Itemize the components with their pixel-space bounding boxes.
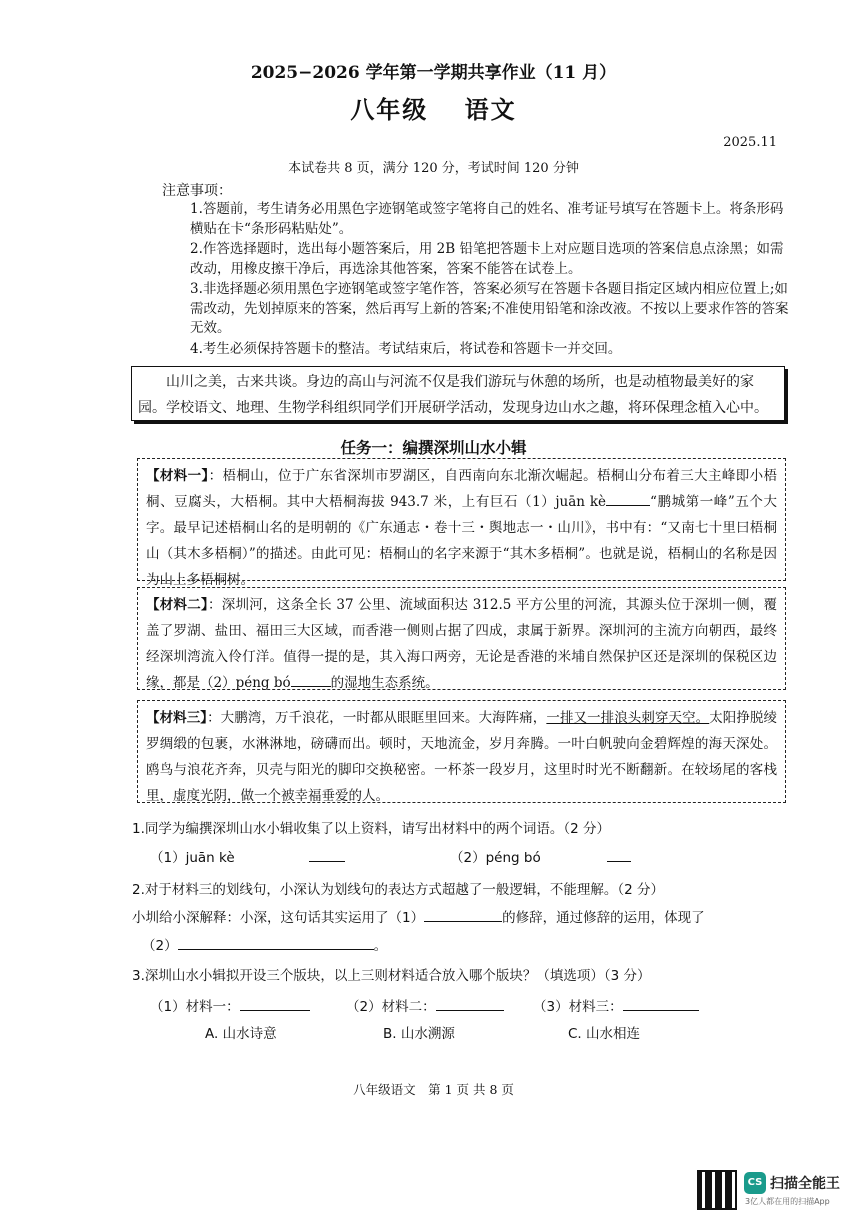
blank-label: （1）材料一： [150,999,240,1015]
answer-blank[interactable] [309,861,345,862]
question-1: 1.同学为编撰深圳山水小辑收集了以上资料，请写出材料中的两个词语。（2 分） [132,821,611,837]
blank-label: （2） [142,938,178,954]
blank-end: 。 [373,938,388,954]
material-label: 【材料二】 [146,597,209,613]
answer-blank[interactable] [623,1010,699,1011]
question-3-blank-2 [346,995,504,1015]
question-2: 2.对于材料三的划线句，小深认为划线句的表达方式超越了一般逻辑，不能理解。（2 分） [132,882,665,898]
notice-heading: 注意事项： [162,183,232,199]
question-1-blank-2 [450,846,631,866]
answer-blank[interactable] [240,1010,310,1011]
intro-box: 山川之美，古来共谈。身边的高山与河流不仅是我们游玩与休憩的场所，也是动植物最美好的家园。学校语文、地理、生物学科组织同学们开展研学活动，发现身边山水之趣，将环保理念植入心中。 [131,366,785,421]
notice-item: 3.非选择题必须用黑色字迹钢笔或签字笔作答，答案必须写在答题卡各题目指定区域内相应位置上;如需改动，先划掉原来的答案，然后再写上新的答案;不准使用铅笔和涂改液。不按以上要求作答的答案无效。 [190,281,789,336]
page-footer: 八年级语文 第 1 页 共 8 页 [353,1082,514,1097]
question-3: 3.深圳山水小辑拟开设三个版块，以上三则材料适合放入哪个版块？（填选项）（3 分） [132,968,651,984]
answer-blank[interactable] [606,505,650,506]
material-text: ：梧桐山，位于广东省深圳市罗湖区，自西南向东北渐次崛起。梧桐山分布着三大主峰即小梧桐、豆腐头，大梧桐。其中大梧桐海拔 943.7 米，上有巨石（1）juān kè [146,468,778,510]
material-text: ：大鹏湾，万千浪花，一时都从眼眶里回来。大海阵痛， [207,710,547,726]
option-b: B. 山水溯源 [383,1026,455,1042]
underlined-sentence: 一排又一排浪头刺穿天空。 [546,710,710,726]
material-3 [137,700,786,803]
blank-label: （2）材料二： [346,999,436,1015]
blank-label: （3）材料三： [533,999,623,1015]
question-3-blank-1 [150,995,310,1015]
camscanner-logo-icon: CS [744,1172,766,1194]
explain-text: 的修辞，通过修辞的运用，体现了 [502,910,705,926]
notice-item: 4.考生必须保持答题卡的整洁。考试结束后，将试卷和答题卡一并交回。 [190,340,622,357]
blank-label: （1）juān kè [150,850,235,866]
material-text: 太阳挣脱绫罗绸缎的包裹，水淋淋地，磅礴而出。顿时，天地流金，岁月奔腾。一叶白帆驶向金碧辉煌的海天深处。鸥鸟与浪花齐奔，贝壳与阳光的脚印交换秘密。一杯茶一段岁月，这里时时光不断翻新。在较场尾的客栈里，虚度光阴，做一个被幸福垂爱的人。 [146,710,778,804]
notice-item: 1.答题前，考生请务必用黑色字迹钢笔或签字笔将自己的姓名、准考证号填写在答题卡上。将条形码横贴在卡“条形码粘贴处”。 [190,201,784,237]
question-2-explain [132,906,705,926]
answer-blank[interactable] [436,1010,504,1011]
notice-list [190,200,790,360]
exam-title: 2025−2026 学年第一学期共享作业（11 月） [250,63,617,83]
camscanner-slogan: 3亿人都在用的扫描App [745,1197,830,1206]
answer-blank[interactable] [178,949,374,950]
question-2-blank-2 [142,934,387,954]
answer-blank[interactable] [607,861,631,862]
exam-date: 2025.11 [723,135,777,150]
material-1 [137,458,786,588]
answer-blank[interactable] [424,921,502,922]
material-label: 【材料三】 [146,710,208,726]
qr-code-icon [697,1170,737,1210]
task1-heading: 任务一：编撰深圳山水小辑 [340,439,527,457]
material-text: “鹏城第一峰”五个大字。最早记述梧桐山名的是明朝的《广东通志・卷十三・舆地志一・山川》，书中有：“又南七十里曰梧桐山（其木多梧桐）”的描述。由此可见：梧桐山的名字来源于“其木多梧桐”。也就是说，梧桐山的名称是因为山上多梧桐树。 [146,494,777,588]
material-2 [137,587,786,690]
exam-subtitle: 八年级 语文 [350,95,517,124]
notice-item: 2.作答选择题时，选出每小题答案后，用 2B 铅笔把答题卡上对应题目选项的答案信息点涂黑；如需改动，用橡皮擦干净后，再选涂其他答案，答案不能答在试卷上。 [190,241,784,277]
question-1-blank-1 [150,846,345,866]
exam-info: 本试卷共 8 页，满分 120 分，考试时间 120 分钟 [288,161,579,176]
question-3-blank-3 [533,995,699,1015]
option-a: A. 山水诗意 [205,1026,277,1042]
answer-blank[interactable] [291,686,331,687]
option-c: C. 山水相连 [568,1026,641,1042]
camscanner-name: 扫描全能王 [770,1176,840,1192]
blank-label: （2）péng bó [450,850,541,866]
material-text: ：深圳河，这条全长 37 公里、流域面积达 312.5 平方公里的河流，其源头位于深圳一侧，覆盖了罗湖、盐田、福田三大区域，而香港一侧则占据了四成，隶属于新界。深圳河的主流方向朝西，最终经深圳湾流入伶仃洋。值得一提的是，其入海口两旁，无论是香港的米埔自然保护区还是深圳的保税区边缘，都是（2）péng bó [146,597,777,691]
explain-text: 小圳给小深解释：小深，这句话其实运用了（1） [132,910,425,926]
material-label: 【材料一】 [146,468,209,484]
material-text: 的湿地生态系统。 [330,675,439,691]
